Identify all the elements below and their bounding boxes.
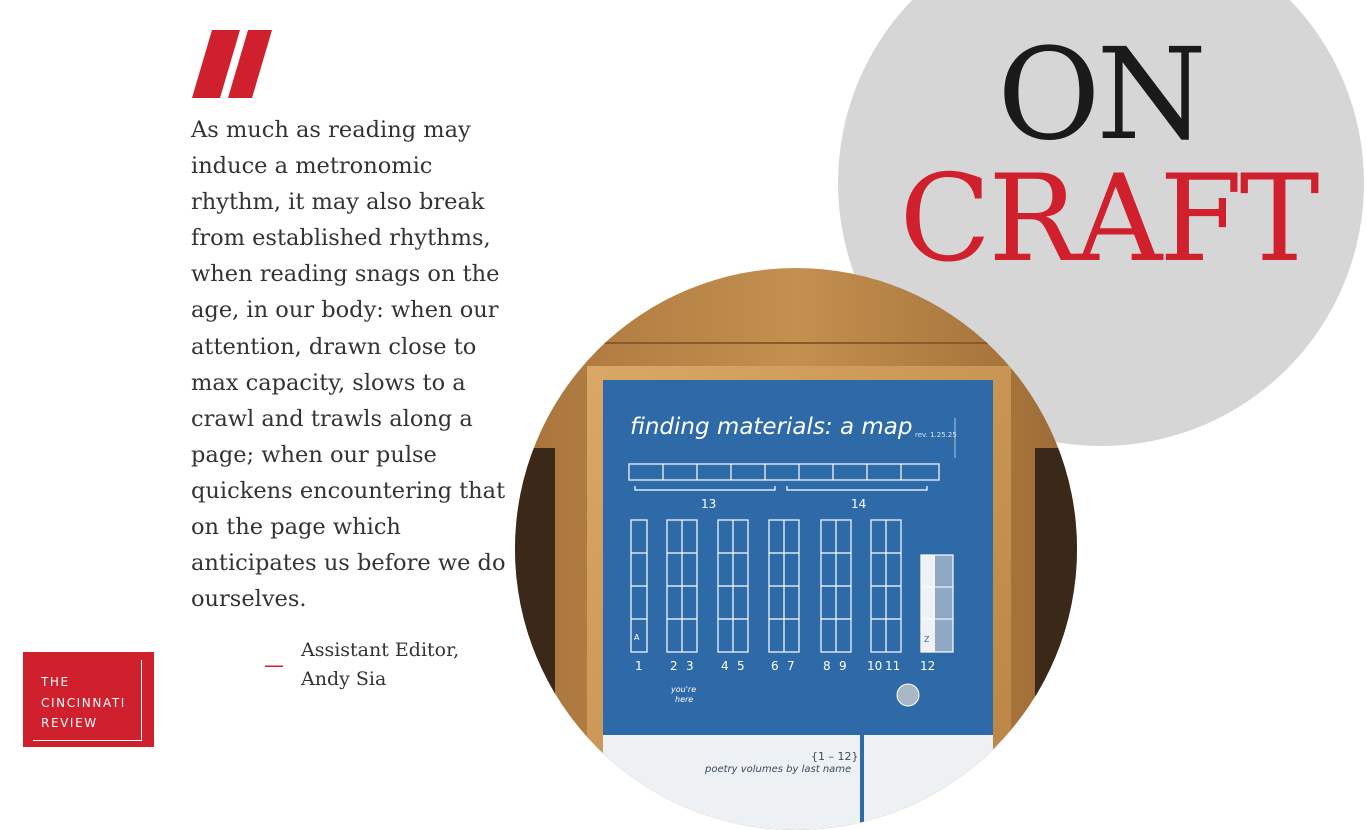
svg-text:7: 7 bbox=[787, 659, 795, 673]
caption: poetry volumes by last name bbox=[705, 764, 852, 775]
title-craft: CRAFT bbox=[899, 150, 1317, 289]
logo-line-2: CINCINNATI bbox=[41, 695, 126, 710]
svg-text:8: 8 bbox=[823, 659, 831, 673]
globe-marker bbox=[897, 684, 919, 706]
logo-line-1: THE bbox=[41, 675, 70, 689]
attribution-name: Andy Sia bbox=[301, 668, 387, 690]
left-bookshelf bbox=[515, 448, 555, 830]
sign-title: finding materials: a map bbox=[630, 414, 913, 440]
range-label: {1 – 12} bbox=[811, 750, 859, 763]
library-map-illustration bbox=[515, 268, 1077, 830]
you-are-here-1: you're bbox=[671, 685, 697, 694]
sign-revision: rev. 1.25.25 bbox=[915, 431, 957, 439]
title-on: ON bbox=[997, 21, 1203, 168]
you-are-here-2: here bbox=[675, 695, 694, 704]
svg-text:2: 2 bbox=[670, 659, 678, 673]
svg-text:3: 3 bbox=[686, 659, 694, 673]
pull-quote: As much as reading may induce a metronomic rhythm, it may also break from established rhythms, when reading snags on the age, in our body: when our attention, drawn close to max capacity, slows to a crawl and trawls along a page; when our pulse quickens encountering that on the page which anticipates us before we do ourselves. bbox=[191, 117, 506, 613]
attribution bbox=[301, 636, 459, 694]
svg-text:4: 4 bbox=[721, 659, 729, 673]
svg-text:11: 11 bbox=[885, 659, 901, 673]
right-bookshelf bbox=[1035, 448, 1077, 830]
section-label-13: 13 bbox=[701, 497, 717, 511]
svg-text:5: 5 bbox=[737, 659, 745, 673]
letter-start: A bbox=[634, 633, 640, 642]
attribution-dash: — bbox=[264, 653, 284, 677]
library-map-photo bbox=[515, 268, 1077, 830]
svg-text:10: 10 bbox=[867, 659, 883, 673]
quote-mark-icon bbox=[190, 28, 280, 103]
svg-text:12: 12 bbox=[920, 659, 936, 673]
svg-text:6: 6 bbox=[771, 659, 779, 673]
pointer-pin bbox=[860, 714, 864, 830]
logo-text bbox=[41, 672, 126, 734]
svg-text:1: 1 bbox=[635, 659, 643, 673]
attribution-role: Assistant Editor, bbox=[301, 639, 460, 661]
letter-end: Z bbox=[924, 635, 930, 644]
section-label-14: 14 bbox=[851, 497, 867, 511]
logo-line-3: REVIEW bbox=[41, 716, 98, 730]
sign-white-strip bbox=[603, 735, 993, 830]
cincinnati-review-logo bbox=[23, 652, 154, 747]
svg-text:9: 9 bbox=[839, 659, 847, 673]
